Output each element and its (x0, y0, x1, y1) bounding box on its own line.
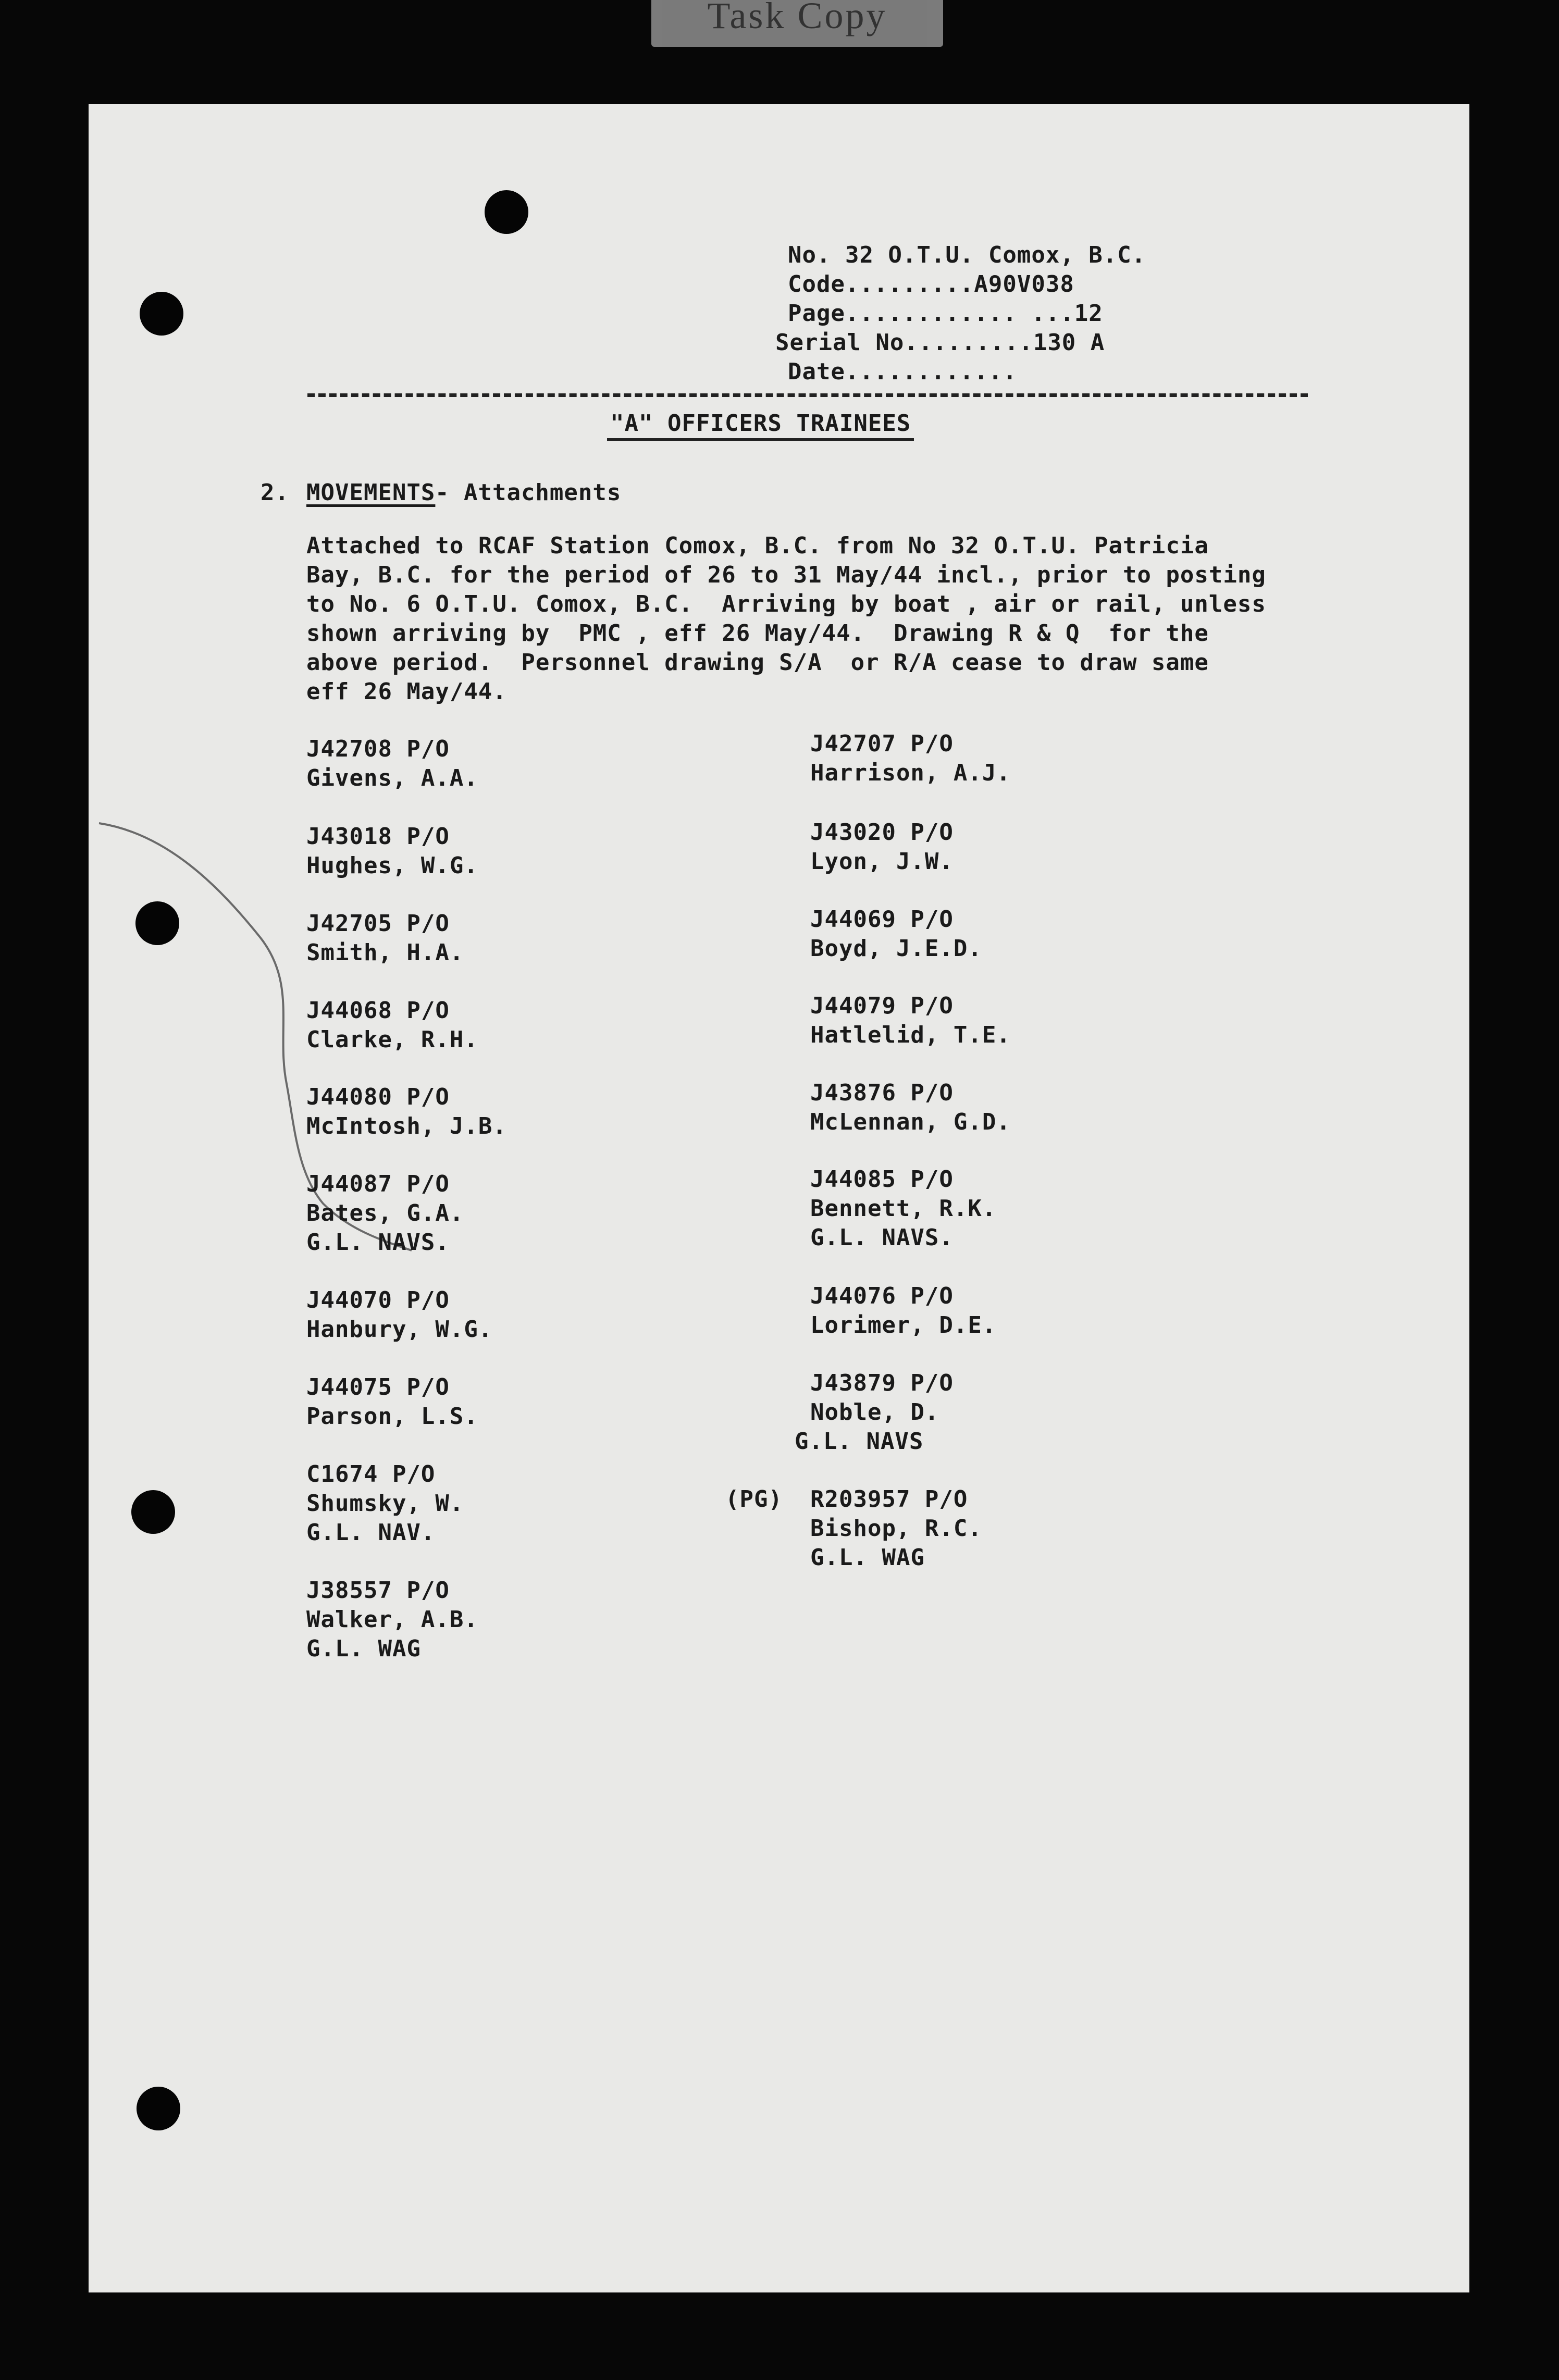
person-note: G.L. NAVS. (306, 1229, 450, 1256)
service-number: J44080 P/O (306, 1084, 450, 1110)
person-note: G.L. NAVS. (810, 1224, 954, 1251)
person-name: Walker, A.B. (306, 1606, 478, 1633)
entry-prefix: (PG) (725, 1486, 783, 1513)
service-number: J44087 P/O (306, 1171, 450, 1197)
header-unit: No. 32 O.T.U. Comox, B.C. (788, 242, 1146, 268)
movements-heading: MOVEMENTS (306, 479, 436, 506)
person-name: Parson, L.S. (306, 1403, 478, 1430)
person-name: Hatlelid, T.E. (810, 1022, 1011, 1048)
paragraph-line: eff 26 May/44. (306, 678, 507, 705)
person-name: Lyon, J.W. (810, 848, 954, 875)
paragraph-line: above period. Personnel drawing S/A or R/A cease to draw same (306, 649, 1209, 676)
task-copy-tab: Task Copy (651, 0, 943, 47)
service-number: C1674 P/O (306, 1461, 436, 1488)
service-number: J44075 P/O (306, 1374, 450, 1400)
service-number: J44070 P/O (306, 1287, 450, 1313)
header-page: Page............ ...12 (788, 300, 1103, 327)
service-number: J43020 P/O (810, 819, 954, 846)
service-number: J44076 P/O (810, 1283, 954, 1309)
service-number: J44085 P/O (810, 1166, 954, 1193)
dashed-separator (307, 393, 1308, 397)
person-name: McIntosh, J.B. (306, 1113, 507, 1139)
movements-subheading: - Attachments (435, 479, 622, 506)
service-number: J42708 P/O (306, 736, 450, 762)
person-name: Lorimer, D.E. (810, 1312, 997, 1338)
person-note: G.L. NAVS (795, 1428, 924, 1455)
person-name: Boyd, J.E.D. (810, 935, 982, 962)
section-title-text: "A" OFFICERS TRAINEES (610, 410, 911, 437)
paragraph-line: Bay, B.C. for the period of 26 to 31 May/44 incl., prior to posting (306, 562, 1266, 588)
service-number: J42705 P/O (306, 910, 450, 937)
person-name: Hughes, W.G. (306, 852, 478, 879)
service-number: J42707 P/O (810, 730, 954, 757)
person-name: Bennett, R.K. (810, 1195, 997, 1222)
header-code: Code.........A90V038 (788, 271, 1074, 298)
person-note: G.L. NAV. (306, 1519, 436, 1546)
paragraph-line: to No. 6 O.T.U. Comox, B.C. Arriving by boat , air or rail, unless (306, 591, 1266, 617)
person-name: McLennan, G.D. (810, 1109, 1011, 1135)
movements-number: 2. (261, 479, 289, 506)
service-number: J43018 P/O (306, 823, 450, 850)
document-page (89, 104, 1469, 2292)
person-name: Harrison, A.J. (810, 760, 1011, 786)
service-number: R203957 P/O (810, 1486, 968, 1513)
service-number: J44069 P/O (810, 906, 954, 933)
paragraph-line: Attached to RCAF Station Comox, B.C. from No 32 O.T.U. Patricia (306, 532, 1209, 559)
person-note: G.L. WAG (306, 1635, 421, 1662)
person-name: Bates, G.A. (306, 1200, 464, 1226)
person-note: G.L. WAG (810, 1544, 925, 1571)
person-name: Bishop, R.C. (810, 1515, 982, 1542)
person-name: Givens, A.A. (306, 765, 478, 791)
service-number: J44068 P/O (306, 997, 450, 1024)
service-number: J44079 P/O (810, 993, 954, 1019)
service-number: J38557 P/O (306, 1577, 450, 1604)
person-name: Smith, H.A. (306, 939, 464, 966)
person-name: Noble, D. (810, 1399, 939, 1425)
paragraph-line: shown arriving by PMC , eff 26 May/44. Drawing R & Q for the (306, 620, 1209, 647)
person-name: Hanbury, W.G. (306, 1316, 493, 1343)
service-number: J43876 P/O (810, 1080, 954, 1106)
service-number: J43879 P/O (810, 1370, 954, 1396)
header-date: Date............ (788, 358, 1017, 385)
section-title (607, 409, 914, 441)
person-name: Shumsky, W. (306, 1490, 464, 1517)
header-serial: Serial No.........130 A (775, 329, 1105, 356)
person-name: Clarke, R.H. (306, 1026, 478, 1053)
